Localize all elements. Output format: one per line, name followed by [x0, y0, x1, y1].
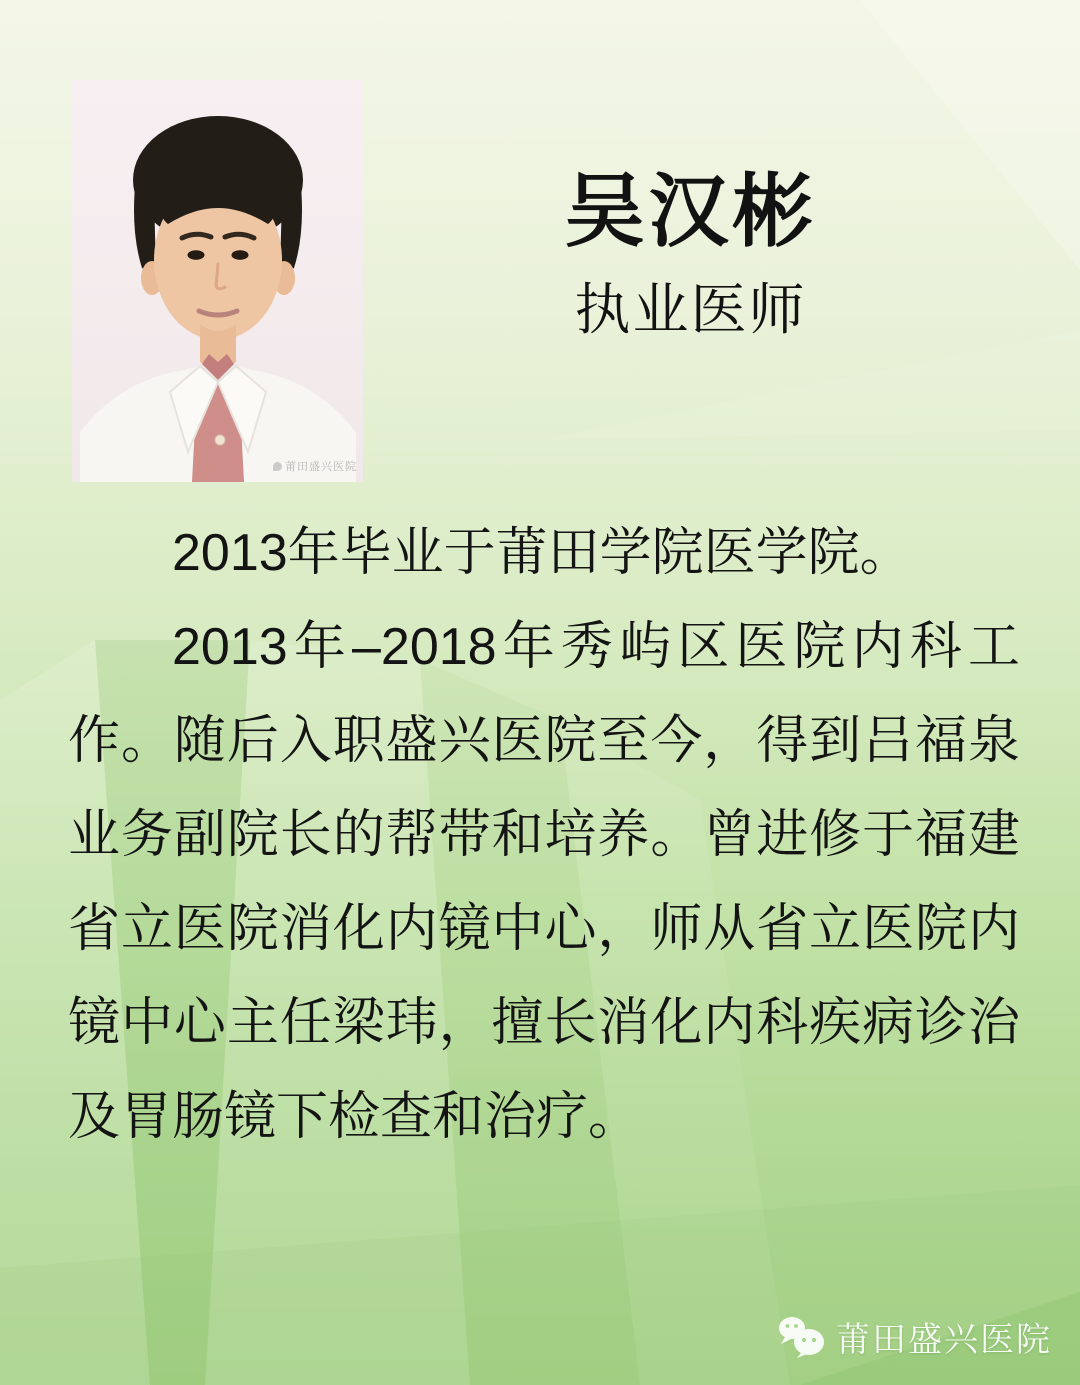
header-block [363, 166, 1018, 340]
footer-brand-text: 莆田盛兴医院 [836, 1321, 1052, 1359]
doctor-name: 吴汉彬 [564, 167, 817, 256]
bio-line: 2013年毕业于莆田学院医学院。 [172, 524, 912, 582]
doctor-photo [72, 80, 363, 482]
bio-line: 2013年–2018年秀屿区医院内科工 [172, 618, 1020, 676]
doctor-title: 执业医师 [574, 278, 807, 341]
wechat-icon [778, 1316, 826, 1358]
photo-watermark-text: 莆田盛兴医院 [285, 461, 357, 473]
portrait-illustration [72, 80, 363, 482]
watermark-logo-icon [273, 462, 282, 471]
bio-line: 业务副院长的帮带和培养。曾进修于福建 [68, 806, 1020, 864]
bio-line: 及胃肠镜下检查和治疗。 [68, 1088, 641, 1146]
photo-watermark [273, 458, 357, 474]
bio-line: 省立医院消化内镜中心，师从省立医院内 [68, 900, 1020, 958]
bio-text [68, 506, 1020, 1164]
footer-brand-block [778, 1312, 1052, 1361]
bio-line: 作。随后入职盛兴医院至今，得到吕福泉 [68, 712, 1020, 770]
bio-line: 镜中心主任梁玮，擅长消化内科疾病诊治 [68, 994, 1020, 1052]
